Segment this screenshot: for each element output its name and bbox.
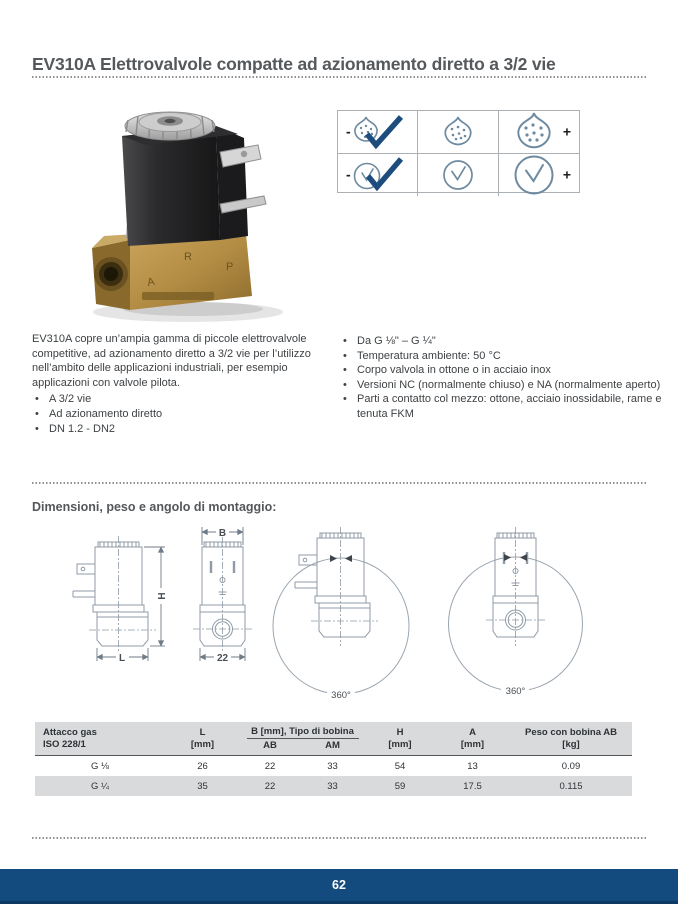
matrix-cell-response-slow [499,154,579,196]
col-header-l: L [mm] [190,726,215,750]
cell-l: 26 [197,760,208,772]
list-item: • Da G ⅛" – G ¼" [340,334,662,349]
dotted-divider-mid [32,482,648,484]
check-icon [368,159,401,187]
intro-text-block [32,332,332,436]
dim-label-h: H [157,592,168,600]
cell-peso: 0.09 [561,760,581,772]
cell-h: 54 [394,760,406,772]
clock-medium-icon [444,161,472,189]
plus-label: + [562,166,571,183]
col-header-h: H [mm] [388,726,412,750]
plus-label: + [562,123,571,140]
drawing-side-view [73,536,168,664]
cell-gas: G ⅛ [91,760,109,772]
knurled-nut [125,112,215,140]
cell-ab: 22 [264,780,276,792]
check-icon [367,117,401,145]
minus-label: - [346,123,351,140]
dotted-divider-bottom [32,837,648,839]
product-photo [68,88,316,328]
spec-table [35,722,632,796]
col-header-peso: Peso con bobina AB [kg] [524,726,618,750]
page-number: 62 [332,878,346,892]
cell-ab: 22 [264,760,276,772]
cell-am: 33 [327,780,338,792]
matrix-cell-viscosity-mid [418,111,498,154]
col-header-am: AM [325,739,340,751]
cell-peso: 0.115 [559,780,583,792]
clock-large-icon [515,157,552,194]
matrix-cell-response-mid [418,154,498,196]
drawing-front-rotation [449,527,583,697]
angle-label-side: 360° [331,690,351,701]
spec-table-header [35,722,632,756]
list-item: • Temperatura ambiente: 50 °C [340,349,662,364]
cell-l: 35 [197,780,208,792]
dotted-divider-top [32,76,648,78]
section-heading: Dimensioni, peso e angolo di montaggio: [32,500,277,515]
list-item: • Ad azionamento diretto [32,407,332,422]
intro-paragraph: EV310A copre un’ampia gamma di piccole elettrovalvole competitive, ad azionamento diretto a 3/2 vie per l’utilizzo nell’ambito delle applicazioni industriali, per esempio applicazioni con valvole pilota. [32,333,311,389]
feature-list-left [32,392,332,436]
port-mark-a: A [146,275,156,289]
drawing-front-view [193,526,252,664]
list-item: • A 3/2 vie [32,392,332,407]
cell-a: 13 [467,760,478,772]
matrix-cell-viscosity-high [499,111,579,154]
coil-body [122,126,248,246]
cell-gas: G ¼ [91,780,109,792]
spec-list-block [340,332,662,422]
cell-am: 33 [327,760,338,772]
list-item: • Versioni NC (normalmente chiuso) e NA (normalmente aperto) [340,378,662,393]
cell-a: 17.5 [463,780,482,792]
footer-bar [0,869,678,904]
group-header-rule [247,738,359,739]
minus-label: - [346,166,351,183]
cell-h: 59 [394,780,406,792]
dim-label-22: 22 [216,653,229,664]
list-item: • Parti a contatto col mezzo: ottone, acciaio inossidabile, rame e tenuta FKM [340,392,662,421]
feature-matrix [337,110,580,193]
port-mark-p: P [226,261,234,273]
matrix-cell-response-fast [338,154,418,196]
col-header-a: A [mm] [460,726,485,750]
col-header-b-tipo-bobina: B [mm], Tipo di bobina AB AM [240,722,365,755]
table-row [35,776,632,796]
droplet-small-icon [355,117,377,141]
drawing-side-rotation [273,527,409,701]
droplet-large-icon [518,113,549,147]
col-header-ab: AB [263,739,277,751]
dim-label-l: L [118,653,126,664]
page-title: EV310A Elettrovalvole compatte ad azionamento diretto a 3/2 vie [32,53,556,74]
col-header-attacco-gas: Attacco gas ISO 228/1 [43,726,97,750]
feature-list-right [340,334,662,422]
dimension-drawings [30,520,650,715]
dim-label-b: B [218,528,227,539]
table-row [35,756,632,776]
droplet-medium-icon [445,117,470,145]
matrix-cell-viscosity-low [338,111,418,154]
port-mark-r: R [184,251,192,263]
list-item: • DN 1.2 - DN2 [32,422,332,437]
angle-label-front: 360° [505,686,526,697]
list-item: • Corpo valvola in ottone o in acciaio inox [340,363,662,378]
